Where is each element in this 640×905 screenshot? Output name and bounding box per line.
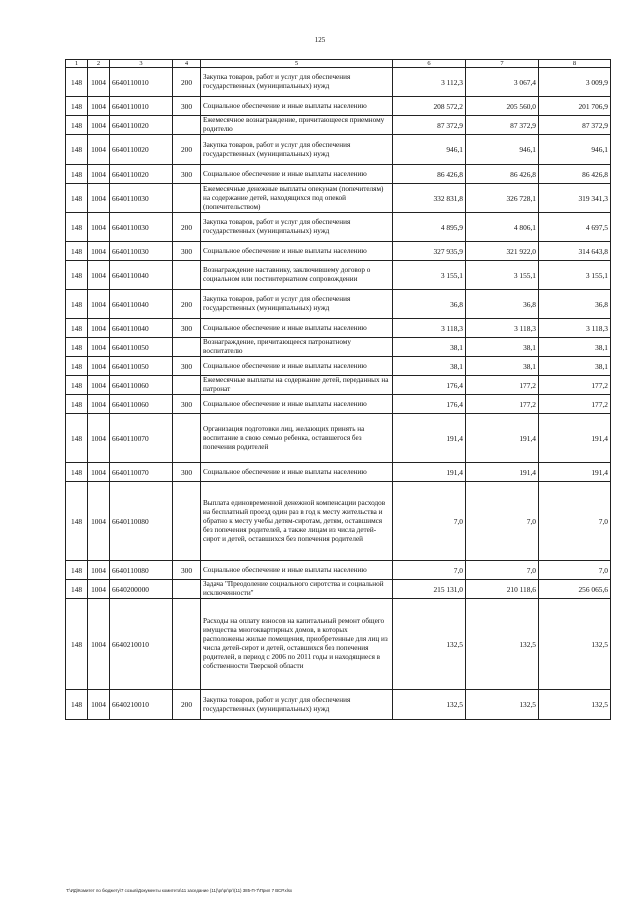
table-row <box>66 690 611 720</box>
cell-amount-year2: 7,0 <box>466 561 539 580</box>
cell-expense-type <box>173 376 201 395</box>
cell-amount-year2: 210 118,6 <box>466 580 539 599</box>
table-row <box>66 165 611 184</box>
cell-target-article: 6640110070 <box>110 463 173 482</box>
cell-target-article: 6640110010 <box>110 68 173 97</box>
cell-amount-year1: 38,1 <box>393 338 466 357</box>
cell-amount-year3: 256 065,6 <box>539 580 611 599</box>
cell-section: 1004 <box>88 376 110 395</box>
cell-amount-year1: 191,4 <box>393 463 466 482</box>
cell-amount-year3: 36,8 <box>539 290 611 319</box>
table-row <box>66 261 611 290</box>
cell-target-article: 6640110070 <box>110 414 173 463</box>
cell-chapter: 148 <box>66 690 88 720</box>
cell-target-article: 6640110050 <box>110 338 173 357</box>
budget-table <box>65 59 611 720</box>
cell-amount-year1: 176,4 <box>393 395 466 414</box>
cell-expense-type: 300 <box>173 395 201 414</box>
file-path-footer: T:\ИД\Комитет по бюджету\7 созыв\Документы комитета\11 заседание (11)\pr\pr\pr\(11) 385-П-7\Прил 7 ВСР.xlsx <box>66 888 293 893</box>
cell-expense-type <box>173 261 201 290</box>
cell-description: Закупка товаров, работ и услуг для обеспечения государственных (муниципальных) нужд <box>201 690 393 720</box>
cell-expense-type: 200 <box>173 290 201 319</box>
table-row <box>66 599 611 690</box>
column-header: 1 <box>66 60 88 68</box>
cell-amount-year1: 3 155,1 <box>393 261 466 290</box>
cell-description: Организация подготовки лиц, желающих принять на воспитание в свою семью ребенка, оставшегося без попечения родителей <box>201 414 393 463</box>
cell-target-article: 6640110020 <box>110 165 173 184</box>
cell-amount-year3: 7,0 <box>539 482 611 561</box>
cell-description: Ежемесячные выплаты на содержание детей, переданных на патронат <box>201 376 393 395</box>
cell-target-article: 6640110080 <box>110 561 173 580</box>
cell-description: Выплата единовременной денежной компенсации расходов на бесплатный проезд один раз в год к месту жительства и обратно к месту учебы детям-сиротам, детям, оставшимся без попечения родителей, а также лицам из числа детей-сирот и детей, оставшихся без попечения родителей <box>201 482 393 561</box>
cell-expense-type <box>173 482 201 561</box>
cell-section: 1004 <box>88 213 110 242</box>
cell-amount-year1: 87 372,9 <box>393 116 466 135</box>
cell-chapter: 148 <box>66 357 88 376</box>
cell-section: 1004 <box>88 463 110 482</box>
cell-section: 1004 <box>88 395 110 414</box>
table-row <box>66 116 611 135</box>
cell-amount-year1: 946,1 <box>393 135 466 165</box>
cell-section: 1004 <box>88 357 110 376</box>
cell-description: Социальное обеспечение и иные выплаты населению <box>201 357 393 376</box>
cell-chapter: 148 <box>66 68 88 97</box>
cell-amount-year3: 7,0 <box>539 561 611 580</box>
cell-amount-year1: 38,1 <box>393 357 466 376</box>
cell-target-article: 6640200000 <box>110 580 173 599</box>
cell-target-article: 6640110060 <box>110 395 173 414</box>
cell-target-article: 6640110060 <box>110 376 173 395</box>
cell-target-article: 6640110050 <box>110 357 173 376</box>
cell-target-article: 6640110030 <box>110 213 173 242</box>
header-row <box>66 60 611 68</box>
cell-amount-year3: 319 341,3 <box>539 184 611 213</box>
cell-amount-year3: 87 372,9 <box>539 116 611 135</box>
cell-expense-type: 300 <box>173 165 201 184</box>
cell-description: Социальное обеспечение и иные выплаты населению <box>201 463 393 482</box>
cell-expense-type: 200 <box>173 213 201 242</box>
cell-amount-year3: 4 697,5 <box>539 213 611 242</box>
cell-amount-year2: 3 155,1 <box>466 261 539 290</box>
page-number: 125 <box>314 36 326 44</box>
cell-expense-type <box>173 599 201 690</box>
cell-expense-type: 300 <box>173 319 201 338</box>
table-row <box>66 414 611 463</box>
cell-description: Закупка товаров, работ и услуг для обеспечения государственных (муниципальных) нужд <box>201 213 393 242</box>
cell-section: 1004 <box>88 165 110 184</box>
cell-amount-year2: 177,2 <box>466 395 539 414</box>
cell-expense-type <box>173 184 201 213</box>
cell-amount-year2: 191,4 <box>466 414 539 463</box>
cell-amount-year2: 946,1 <box>466 135 539 165</box>
cell-chapter: 148 <box>66 116 88 135</box>
cell-amount-year2: 7,0 <box>466 482 539 561</box>
table-row <box>66 242 611 261</box>
table-row <box>66 580 611 599</box>
cell-chapter: 148 <box>66 135 88 165</box>
cell-target-article: 6640110010 <box>110 97 173 116</box>
cell-amount-year2: 205 560,0 <box>466 97 539 116</box>
cell-section: 1004 <box>88 414 110 463</box>
table-row <box>66 213 611 242</box>
cell-amount-year2: 86 426,8 <box>466 165 539 184</box>
cell-section: 1004 <box>88 261 110 290</box>
cell-description: Социальное обеспечение и иные выплаты населению <box>201 395 393 414</box>
cell-amount-year2: 38,1 <box>466 357 539 376</box>
cell-amount-year3: 191,4 <box>539 463 611 482</box>
cell-target-article: 6640110030 <box>110 242 173 261</box>
cell-chapter: 148 <box>66 165 88 184</box>
table-row <box>66 290 611 319</box>
cell-expense-type: 300 <box>173 357 201 376</box>
cell-target-article: 6640210010 <box>110 599 173 690</box>
cell-description: Социальное обеспечение и иные выплаты населению <box>201 319 393 338</box>
cell-section: 1004 <box>88 242 110 261</box>
cell-chapter: 148 <box>66 242 88 261</box>
cell-amount-year1: 208 572,2 <box>393 97 466 116</box>
cell-amount-year1: 7,0 <box>393 482 466 561</box>
cell-chapter: 148 <box>66 184 88 213</box>
cell-section: 1004 <box>88 580 110 599</box>
cell-chapter: 148 <box>66 463 88 482</box>
cell-amount-year1: 191,4 <box>393 414 466 463</box>
cell-description: Закупка товаров, работ и услуг для обеспечения государственных (муниципальных) нужд <box>201 290 393 319</box>
cell-target-article: 6640110020 <box>110 135 173 165</box>
cell-target-article: 6640210010 <box>110 690 173 720</box>
cell-description: Ежемесячные денежные выплаты опекунам (попечителям) на содержание детей, находящихся под опекой (попечительством) <box>201 184 393 213</box>
cell-amount-year2: 38,1 <box>466 338 539 357</box>
cell-section: 1004 <box>88 319 110 338</box>
cell-amount-year2: 3 067,4 <box>466 68 539 97</box>
cell-amount-year3: 201 706,9 <box>539 97 611 116</box>
cell-chapter: 148 <box>66 482 88 561</box>
cell-chapter: 148 <box>66 561 88 580</box>
cell-description: Расходы на оплату взносов на капитальный ремонт общего имущества многоквартирных домов, в которых расположены жилые помещения, приобретенные для лиц из числа детей-сирот и детей, оставшихся без попечения родителей, в период с 2006 по 2011 годы и находящиеся в собственности Тверской области <box>201 599 393 690</box>
table-row <box>66 357 611 376</box>
cell-section: 1004 <box>88 97 110 116</box>
cell-amount-year2: 87 372,9 <box>466 116 539 135</box>
column-header: 2 <box>88 60 110 68</box>
cell-chapter: 148 <box>66 319 88 338</box>
cell-expense-type: 300 <box>173 463 201 482</box>
cell-expense-type: 200 <box>173 68 201 97</box>
cell-amount-year1: 327 935,9 <box>393 242 466 261</box>
cell-amount-year3: 132,5 <box>539 599 611 690</box>
cell-target-article: 6640110080 <box>110 482 173 561</box>
cell-amount-year2: 326 728,1 <box>466 184 539 213</box>
cell-amount-year3: 177,2 <box>539 376 611 395</box>
cell-amount-year3: 191,4 <box>539 414 611 463</box>
cell-amount-year3: 946,1 <box>539 135 611 165</box>
cell-chapter: 148 <box>66 213 88 242</box>
cell-amount-year1: 7,0 <box>393 561 466 580</box>
column-header: 7 <box>466 60 539 68</box>
cell-description: Социальное обеспечение и иные выплаты населению <box>201 97 393 116</box>
cell-chapter: 148 <box>66 599 88 690</box>
cell-amount-year3: 38,1 <box>539 357 611 376</box>
cell-amount-year1: 4 895,9 <box>393 213 466 242</box>
cell-section: 1004 <box>88 482 110 561</box>
cell-description: Вознаграждение, причитающееся патронатному воспитателю <box>201 338 393 357</box>
cell-amount-year2: 177,2 <box>466 376 539 395</box>
cell-amount-year2: 3 118,3 <box>466 319 539 338</box>
cell-description: Закупка товаров, работ и услуг для обеспечения государственных (муниципальных) нужд <box>201 135 393 165</box>
column-header: 8 <box>539 60 611 68</box>
column-header: 3 <box>110 60 173 68</box>
cell-amount-year3: 86 426,8 <box>539 165 611 184</box>
cell-target-article: 6640110040 <box>110 290 173 319</box>
cell-chapter: 148 <box>66 395 88 414</box>
cell-expense-type <box>173 414 201 463</box>
cell-amount-year2: 132,5 <box>466 690 539 720</box>
cell-chapter: 148 <box>66 414 88 463</box>
cell-chapter: 148 <box>66 338 88 357</box>
cell-section: 1004 <box>88 184 110 213</box>
cell-chapter: 148 <box>66 580 88 599</box>
cell-amount-year3: 3 118,3 <box>539 319 611 338</box>
cell-amount-year2: 4 806,1 <box>466 213 539 242</box>
cell-expense-type: 300 <box>173 242 201 261</box>
table-row <box>66 482 611 561</box>
cell-target-article: 6640110040 <box>110 261 173 290</box>
cell-amount-year3: 132,5 <box>539 690 611 720</box>
cell-amount-year1: 215 131,0 <box>393 580 466 599</box>
cell-description: Ежемесячное вознаграждение, причитающееся приемному родителю <box>201 116 393 135</box>
cell-description: Социальное обеспечение и иные выплаты населению <box>201 242 393 261</box>
cell-amount-year1: 332 831,8 <box>393 184 466 213</box>
table-row <box>66 561 611 580</box>
cell-section: 1004 <box>88 599 110 690</box>
cell-amount-year1: 86 426,8 <box>393 165 466 184</box>
column-header: 6 <box>393 60 466 68</box>
cell-amount-year1: 132,5 <box>393 599 466 690</box>
cell-amount-year3: 38,1 <box>539 338 611 357</box>
cell-amount-year3: 177,2 <box>539 395 611 414</box>
cell-description: Задача "Преодоление социального сиротства и социальной исключенности" <box>201 580 393 599</box>
cell-description: Социальное обеспечение и иные выплаты населению <box>201 165 393 184</box>
cell-section: 1004 <box>88 68 110 97</box>
cell-expense-type <box>173 116 201 135</box>
cell-section: 1004 <box>88 135 110 165</box>
cell-expense-type: 200 <box>173 135 201 165</box>
table-row <box>66 376 611 395</box>
cell-amount-year1: 36,8 <box>393 290 466 319</box>
cell-expense-type: 300 <box>173 561 201 580</box>
cell-amount-year1: 3 112,3 <box>393 68 466 97</box>
table-row <box>66 338 611 357</box>
cell-section: 1004 <box>88 338 110 357</box>
cell-chapter: 148 <box>66 376 88 395</box>
table-row <box>66 135 611 165</box>
cell-amount-year3: 314 643,8 <box>539 242 611 261</box>
cell-target-article: 6640110020 <box>110 116 173 135</box>
cell-amount-year2: 191,4 <box>466 463 539 482</box>
cell-amount-year2: 132,5 <box>466 599 539 690</box>
table-row <box>66 68 611 97</box>
cell-amount-year1: 132,5 <box>393 690 466 720</box>
cell-chapter: 148 <box>66 290 88 319</box>
cell-target-article: 6640110030 <box>110 184 173 213</box>
table-row <box>66 463 611 482</box>
cell-target-article: 6640110040 <box>110 319 173 338</box>
column-header: 4 <box>173 60 201 68</box>
table-row <box>66 395 611 414</box>
column-header: 5 <box>201 60 393 68</box>
cell-expense-type <box>173 580 201 599</box>
cell-section: 1004 <box>88 561 110 580</box>
cell-section: 1004 <box>88 290 110 319</box>
cell-expense-type: 300 <box>173 97 201 116</box>
table-row <box>66 319 611 338</box>
cell-amount-year3: 3 009,9 <box>539 68 611 97</box>
table-row <box>66 184 611 213</box>
cell-description: Социальное обеспечение и иные выплаты населению <box>201 561 393 580</box>
cell-amount-year3: 3 155,1 <box>539 261 611 290</box>
cell-amount-year1: 176,4 <box>393 376 466 395</box>
cell-section: 1004 <box>88 116 110 135</box>
cell-expense-type: 200 <box>173 690 201 720</box>
cell-chapter: 148 <box>66 261 88 290</box>
cell-description: Закупка товаров, работ и услуг для обеспечения государственных (муниципальных) нужд <box>201 68 393 97</box>
cell-chapter: 148 <box>66 97 88 116</box>
cell-amount-year1: 3 118,3 <box>393 319 466 338</box>
table-row <box>66 97 611 116</box>
cell-amount-year2: 321 922,0 <box>466 242 539 261</box>
cell-amount-year2: 36,8 <box>466 290 539 319</box>
cell-section: 1004 <box>88 690 110 720</box>
cell-expense-type <box>173 338 201 357</box>
cell-description: Вознаграждение наставнику, заключившему договор о социальном или постинтернатном сопровождении <box>201 261 393 290</box>
